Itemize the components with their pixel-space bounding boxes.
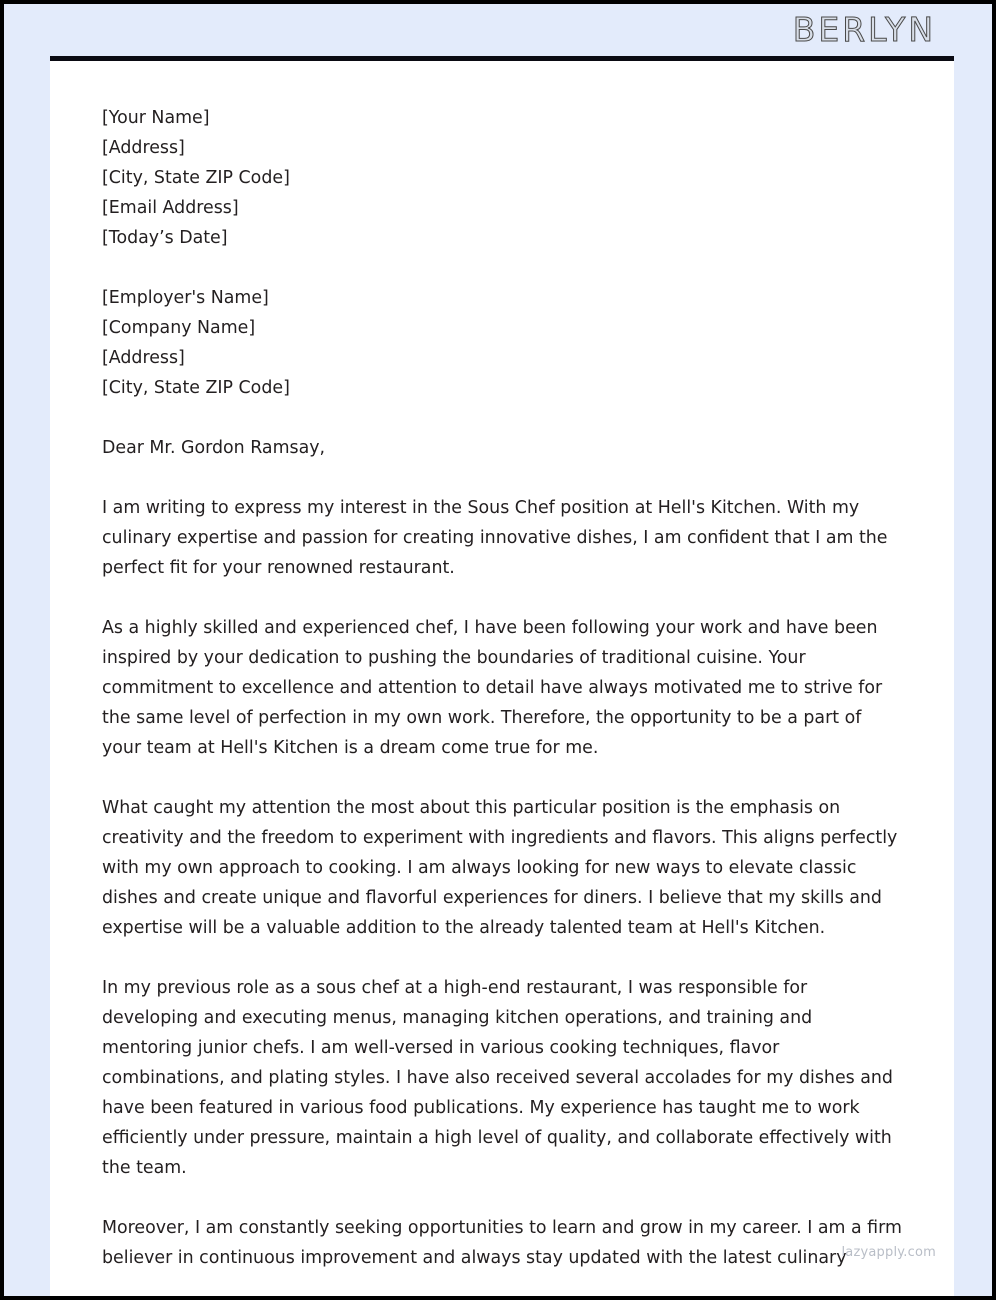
letter-paragraph: What caught my attention the most about this particular position is the emphasis on creativity and the freedom to experiment with ingredients and flavors. This aligns perfectly with my own approach to cooking. I am always looking for new ways to elevate classic dishes and create unique and flavorful experiences for diners. I believe that my skills and expertise will be a valuable addition to the already talented team at Hell's Kitchen. xyxy=(102,798,898,938)
spacer xyxy=(102,943,902,973)
watermark-label: lazyapply.com xyxy=(841,1245,936,1260)
spacer xyxy=(102,583,902,613)
letter-paragraph: I am writing to express my interest in the Sous Chef position at Hell's Kitchen. With my culinary expertise and passion for creating innovative dishes, I am confident that I am the perfect fit for your renowned restaurant. xyxy=(102,498,888,578)
spacer xyxy=(102,403,902,433)
sender-line: [Email Address] xyxy=(102,198,239,218)
sender-line: [Your Name] xyxy=(102,108,210,128)
recipient-address-block xyxy=(102,283,902,403)
recipient-line: [City, State ZIP Code] xyxy=(102,378,290,398)
sender-line: [Address] xyxy=(102,138,185,158)
sender-address-block xyxy=(102,103,902,253)
spacer xyxy=(102,253,902,283)
letter-paragraph: As a highly skilled and experienced chef, I have been following your work and have been inspired by your dedication to pushing the boundaries of traditional cuisine. Your commitment to excellence and attention to detail have always motivated me to strive for the same level of perfection in my own work. Therefore, the opportunity to be a part of your team at Hell's Kitchen is a dream come true for me. xyxy=(102,618,883,758)
cover-letter-body xyxy=(50,61,954,1273)
sender-line: [City, State ZIP Code] xyxy=(102,168,290,188)
letter-paragraph: In my previous role as a sous chef at a high-end restaurant, I was responsible for developing and executing menus, managing kitchen operations, and training and mentoring junior chefs. I am well-versed in various cooking techniques, flavor combinations, and plating styles. I have also received several accolades for my dishes and have been featured in various food publications. My experience has taught me to work efficiently under pressure, maintain a high level of quality, and collaborate effectively with the team. xyxy=(102,978,893,1178)
brand-title: BERLYN xyxy=(792,10,936,49)
sender-line: [Today’s Date] xyxy=(102,228,228,248)
brand-header xyxy=(8,8,988,54)
letter-sheet xyxy=(50,56,954,1300)
recipient-line: [Employer's Name] xyxy=(102,288,269,308)
spacer xyxy=(102,463,902,493)
recipient-line: [Address] xyxy=(102,348,185,368)
spacer xyxy=(102,1183,902,1213)
spacer xyxy=(102,763,902,793)
recipient-line: [Company Name] xyxy=(102,318,256,338)
salutation: Dear Mr. Gordon Ramsay, xyxy=(102,438,326,458)
letter-paragraph: Moreover, I am constantly seeking opportunities to learn and grow in my career. I am a firm believer in continuous improvement and always stay updated with the latest culinary xyxy=(102,1218,902,1268)
